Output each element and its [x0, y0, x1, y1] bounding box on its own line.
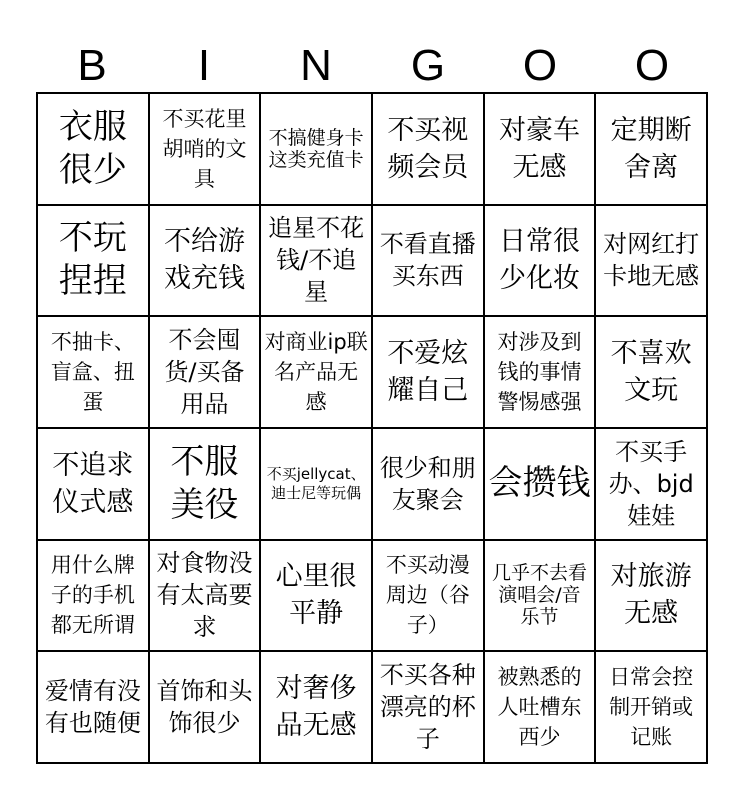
bingo-cell[interactable] — [596, 206, 708, 318]
bingo-cell[interactable] — [596, 317, 708, 429]
cell-text: 不买花里胡哨的文具 — [162, 106, 247, 191]
bingo-cell[interactable] — [485, 429, 597, 541]
cell-text: 不喜欢文玩 — [610, 338, 692, 407]
cell-text: 衣服很少 — [58, 106, 127, 190]
header-letter-i: I — [197, 41, 211, 90]
bingo-cell[interactable] — [261, 317, 373, 429]
cell-text: 定期断舍离 — [610, 114, 692, 183]
cell-text: 几乎不去看演唱会/音乐节 — [491, 562, 587, 629]
bingo-cell[interactable] — [38, 541, 150, 653]
bingo-cell[interactable] — [596, 429, 708, 541]
cell-text: 不看直播买东西 — [379, 230, 476, 291]
cell-text: 不抽卡、盲盒、扭蛋 — [50, 330, 135, 415]
bingo-cell[interactable] — [485, 206, 597, 318]
bingo-cell[interactable] — [150, 652, 262, 764]
bingo-cell[interactable] — [38, 429, 150, 541]
cell-text: 用什么牌子的手机都无所谓 — [50, 553, 135, 638]
bingo-cell[interactable] — [485, 652, 597, 764]
cell-text: 对涉及到钱的事情警惕感强 — [497, 330, 582, 415]
bingo-cell[interactable] — [38, 206, 150, 318]
header-letter-o-2: O — [634, 41, 670, 90]
bingo-cell[interactable] — [485, 541, 597, 653]
cell-text: 对豪车无感 — [498, 114, 580, 183]
cell-text: 追星不花钱/不追星 — [268, 214, 365, 307]
cell-text: 不买动漫周边（谷子） — [385, 553, 470, 638]
bingo-cell[interactable] — [150, 429, 262, 541]
bingo-cell[interactable] — [261, 429, 373, 541]
cell-text: 不买视频会员 — [387, 114, 469, 183]
bingo-cell[interactable] — [373, 94, 485, 206]
bingo-cell[interactable] — [150, 317, 262, 429]
bingo-cell[interactable] — [373, 206, 485, 318]
header-letter-o: O — [522, 41, 558, 90]
cell-text: 心里很平静 — [275, 561, 357, 630]
bingo-cell[interactable] — [373, 317, 485, 429]
bingo-header — [36, 38, 708, 94]
bingo-cell[interactable] — [596, 541, 708, 653]
cell-text: 不会囤货/买备用品 — [164, 326, 245, 419]
cell-text: 首饰和头饰很少 — [156, 677, 253, 738]
cell-text: 被熟悉的人吐槽东西少 — [497, 665, 582, 750]
bingo-cell[interactable] — [596, 652, 708, 764]
bingo-cell[interactable] — [261, 206, 373, 318]
cell-text: 不搞健身卡这类充值卡 — [268, 126, 364, 171]
header-letter-b: B — [77, 41, 107, 90]
cell-text: 不买手办、bjd娃娃 — [608, 437, 694, 530]
bingo-cell[interactable] — [373, 429, 485, 541]
bingo-cell[interactable] — [150, 206, 262, 318]
bingo-cell[interactable] — [150, 541, 262, 653]
cell-text: 不服美役 — [170, 441, 239, 525]
bingo-cell[interactable] — [38, 652, 150, 764]
bingo-cell[interactable] — [485, 317, 597, 429]
bingo-cell[interactable] — [485, 94, 597, 206]
cell-text: 不买各种漂亮的杯子 — [379, 661, 476, 754]
bingo-card — [36, 92, 708, 764]
cell-text: 对网红打卡地无感 — [603, 230, 700, 291]
bingo-cell[interactable] — [150, 94, 262, 206]
bingo-cell[interactable] — [38, 94, 150, 206]
cell-text: 不给游戏充钱 — [163, 226, 245, 295]
bingo-cell[interactable] — [373, 541, 485, 653]
cell-text: 会攒钱 — [488, 463, 591, 504]
header-letter-n: N — [300, 41, 332, 90]
cell-text: 很少和朋友聚会 — [379, 453, 476, 514]
bingo-cell[interactable] — [261, 94, 373, 206]
bingo-cell[interactable] — [261, 541, 373, 653]
cell-text: 对商业ip联名产品无感 — [264, 330, 368, 415]
cell-text: 对旅游无感 — [610, 561, 692, 630]
cell-text: 日常会控制开销或记账 — [609, 665, 694, 750]
bingo-cell[interactable] — [261, 652, 373, 764]
cell-text: 不玩捏捏 — [58, 218, 127, 302]
bingo-cell[interactable] — [38, 317, 150, 429]
cell-text: 日常很少化妆 — [498, 226, 580, 295]
header-letter-g: G — [410, 41, 446, 90]
bingo-cell[interactable] — [596, 94, 708, 206]
cell-text: 爱情有没有也随便 — [44, 677, 141, 738]
cell-text: 对食物没有太高要求 — [156, 549, 253, 642]
bingo-cell[interactable] — [373, 652, 485, 764]
cell-text: 对奢侈品无感 — [275, 673, 357, 742]
cell-text: 不追求仪式感 — [52, 449, 134, 518]
cell-text: 不买jellycat、迪士尼等玩偶 — [266, 464, 366, 502]
cell-text: 不爱炫耀自己 — [387, 338, 469, 407]
